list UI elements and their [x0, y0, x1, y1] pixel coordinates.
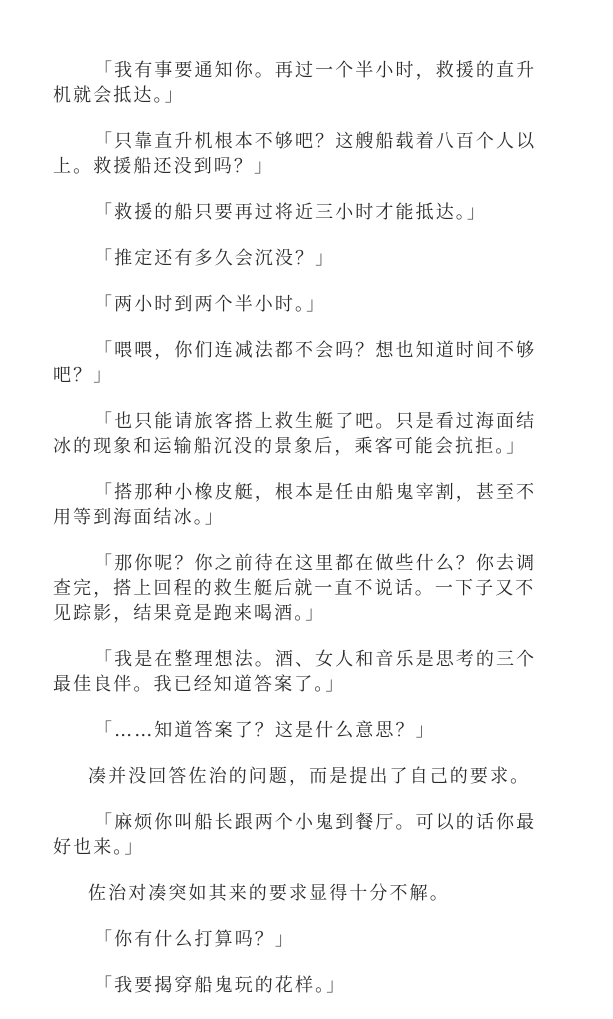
paragraph: 「也只能请旅客搭上救生艇了吧。只是看过海面结冰的现象和运输船沉没的景象后，乘客可能会抗拒。」: [53, 411, 537, 457]
paragraph: 「你有什么打算吗？」: [94, 929, 295, 950]
paragraph: 「推定还有多久会沉没？」: [94, 248, 336, 269]
paragraph: 「我是在整理想法。酒、女人和音乐是思考的三个最佳良伴。我已经知道答案了。」: [53, 649, 537, 695]
paragraph: 「我要揭穿船鬼玩的花样。」: [94, 975, 347, 996]
paragraph: 「只靠直升机根本不够吧？这艘船载着八百个人以上。救援船还没到吗？」: [53, 131, 537, 177]
paragraph: 「喂喂，你们连减法都不会吗？想也知道时间不够吧？」: [53, 340, 537, 386]
paragraph: 「我有事要通知你。再过一个半小时，救援的直升机就会抵达。」: [53, 60, 537, 106]
narration-paragraph: 凑并没回答佐治的问题，而是提出了自己的要求。: [88, 766, 531, 787]
paragraph: 「搭那种小橡皮艇，根本是任由船鬼宰割，甚至不用等到海面结冰。」: [53, 482, 537, 528]
paragraph: 「两小时到两个半小时。」: [94, 294, 327, 315]
paragraph: 「救援的船只要再过将近三小时才能抵达。」: [94, 202, 487, 223]
narration-paragraph: 佐治对凑突如其来的要求显得十分不解。: [88, 883, 450, 904]
paragraph: 「那你呢？你之前待在这里都在做些什么？你去调查完，搭上回程的救生艇后就一直不说话。一下子又不见踪影，结果竟是跑来喝酒。」: [53, 553, 537, 624]
document-page: [53, 58, 547, 1019]
paragraph: 「……知道答案了？这是什么意思？」: [94, 720, 436, 741]
paragraph: 「麻烦你叫船长跟两个小鬼到餐厅。可以的话你最好也来。」: [53, 812, 537, 858]
